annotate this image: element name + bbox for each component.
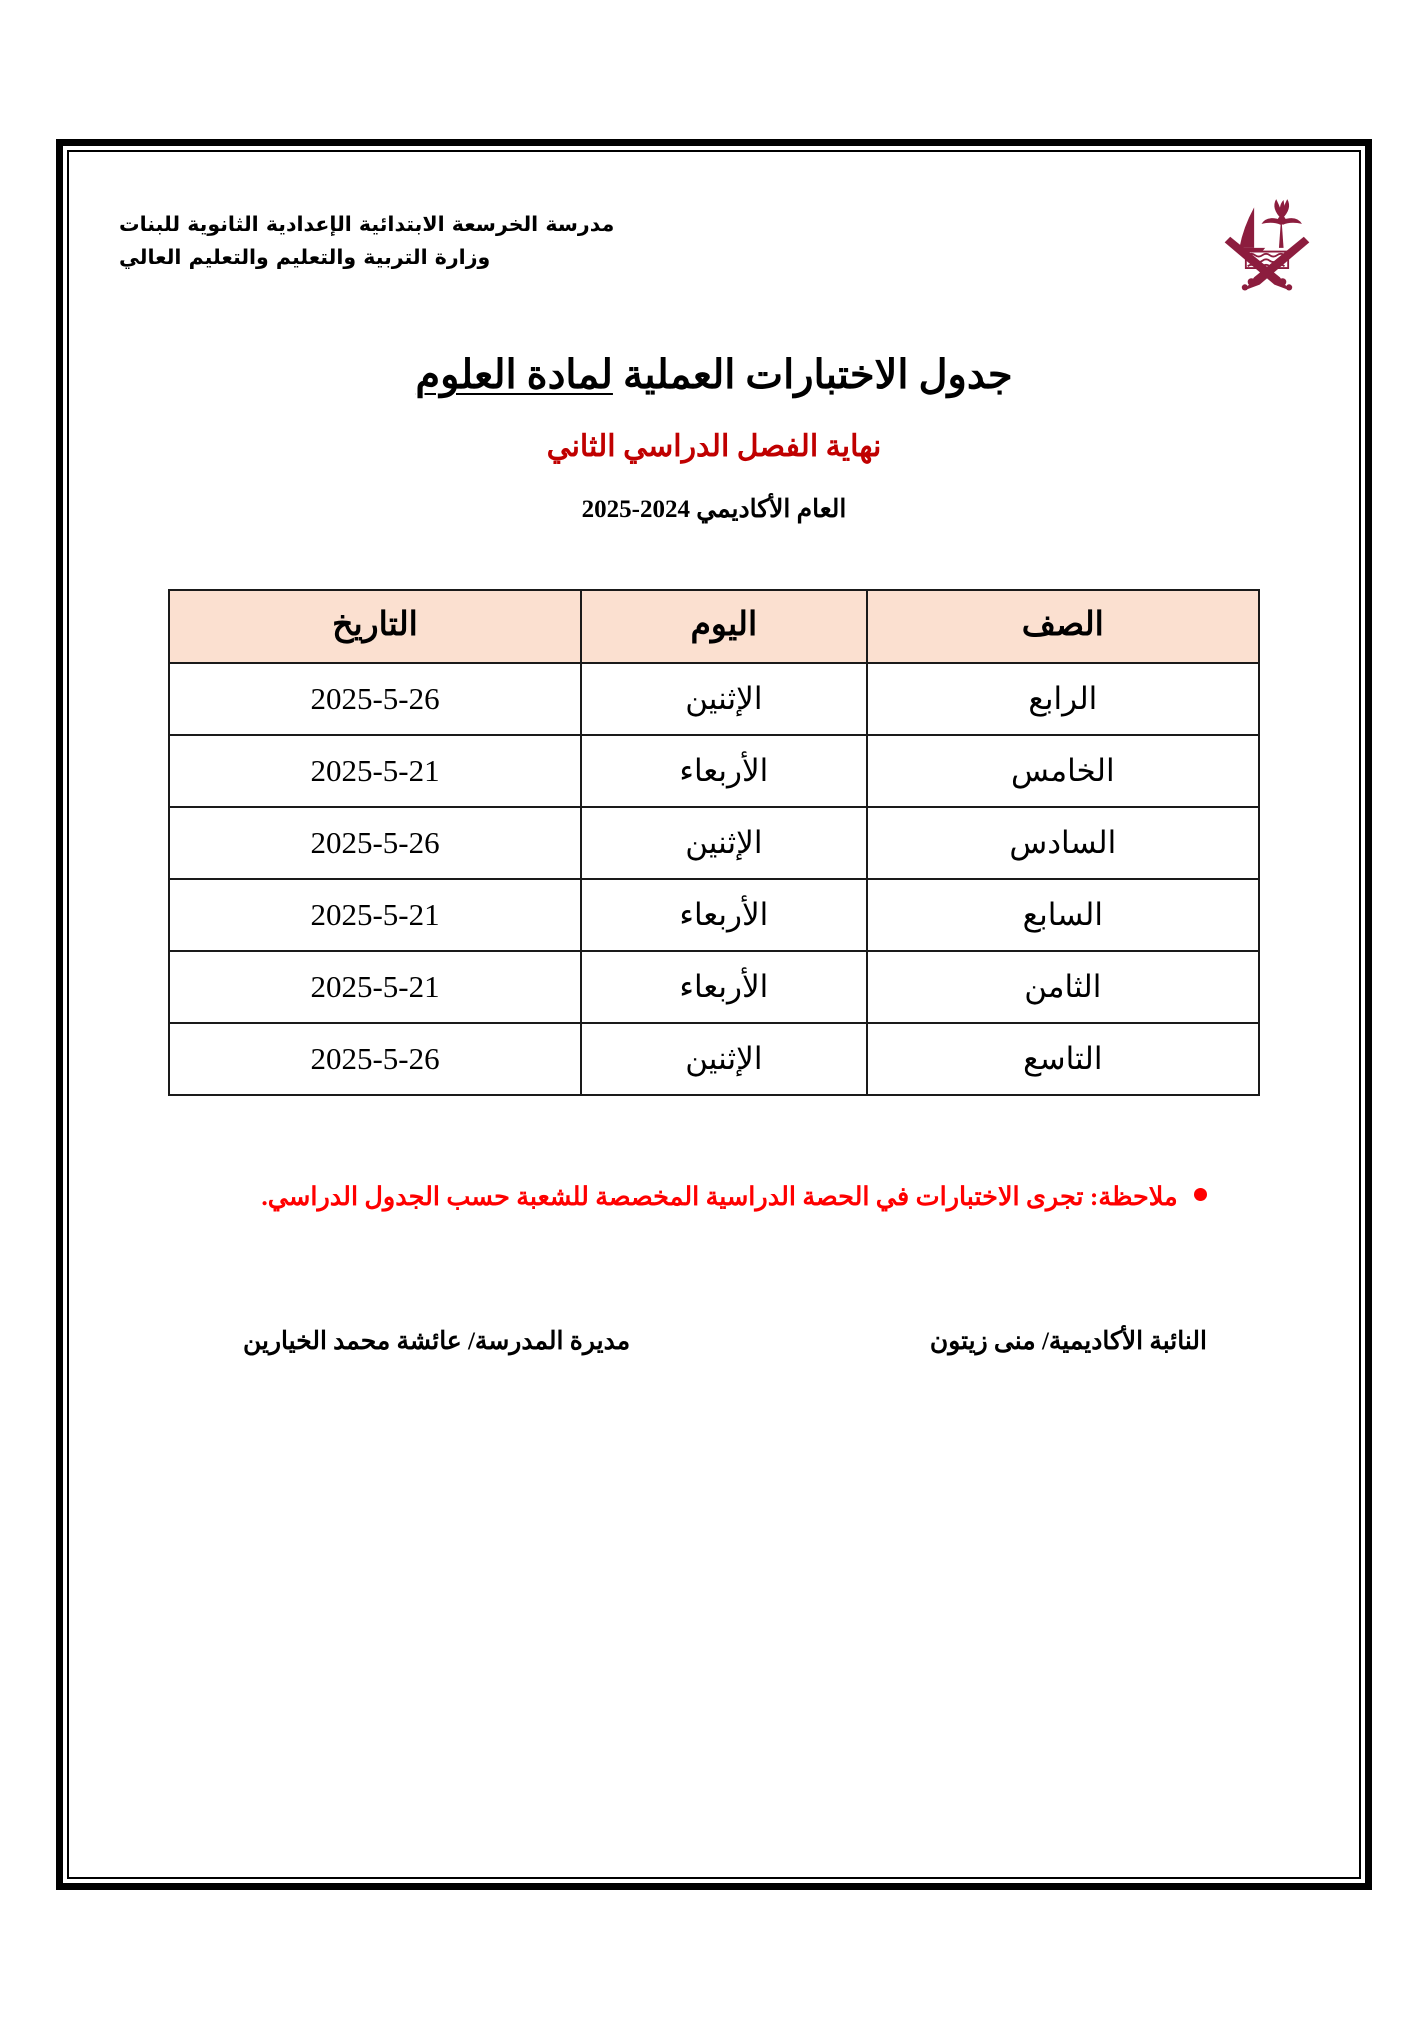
table-row bbox=[169, 951, 1259, 1023]
school-name: مدرسة الخرسعة الابتدائية الإعدادية الثانوية للبنات bbox=[119, 212, 615, 236]
table-row bbox=[169, 879, 1259, 951]
cell-date: 2025-5-21 bbox=[169, 735, 581, 807]
column-header-grade: الصف bbox=[867, 590, 1259, 663]
ministry-name: وزارة التربية والتعليم والتعليم العالي bbox=[119, 245, 491, 270]
cell-grade: الثامن bbox=[867, 951, 1259, 1023]
exam-schedule-table bbox=[168, 589, 1260, 1096]
cell-date: 2025-5-21 bbox=[169, 951, 581, 1023]
qatar-state-emblem-icon bbox=[1221, 194, 1313, 298]
cell-day: الأربعاء bbox=[581, 879, 867, 951]
cell-date: 2025-5-26 bbox=[169, 1023, 581, 1095]
cell-date: 2025-5-21 bbox=[169, 879, 581, 951]
cell-grade: الرابع bbox=[867, 663, 1259, 735]
cell-grade: الخامس bbox=[867, 735, 1259, 807]
table-row bbox=[169, 807, 1259, 879]
document-page-border bbox=[56, 139, 1372, 1890]
letterhead-text bbox=[115, 194, 1207, 274]
document-page-inner-border bbox=[67, 150, 1361, 1879]
cell-grade: التاسع bbox=[867, 1023, 1259, 1095]
column-header-day: اليوم bbox=[581, 590, 867, 663]
document-body bbox=[69, 152, 1359, 1877]
cell-day: الإثنين bbox=[581, 807, 867, 879]
page-subtitle: نهاية الفصل الدراسي الثاني bbox=[546, 430, 882, 463]
note-row bbox=[115, 1180, 1313, 1214]
cell-day: الأربعاء bbox=[581, 951, 867, 1023]
page-title-subject: لمادة العلوم bbox=[415, 352, 613, 397]
cell-day: الإثنين bbox=[581, 1023, 867, 1095]
cell-date: 2025-5-26 bbox=[169, 663, 581, 735]
exam-schedule-table-wrapper bbox=[115, 589, 1313, 1096]
column-header-date: التاريخ bbox=[169, 590, 581, 663]
cell-day: الإثنين bbox=[581, 663, 867, 735]
signature-academic-deputy: النائبة الأكاديمية/ منى زيتون bbox=[929, 1327, 1207, 1355]
cell-grade: السابع bbox=[867, 879, 1259, 951]
cell-date: 2025-5-26 bbox=[169, 807, 581, 879]
page-title bbox=[115, 350, 1313, 400]
signature-school-principal: مديرة المدرسة/ عائشة محمد الخيارين bbox=[243, 1327, 631, 1355]
table-row bbox=[169, 735, 1259, 807]
signature-row bbox=[115, 1326, 1313, 1359]
table-header-row bbox=[169, 590, 1259, 663]
page-title-prefix: جدول الاختبارات العملية bbox=[612, 352, 1013, 397]
academic-year: العام الأكاديمي 2024-2025 bbox=[581, 496, 847, 523]
table-row bbox=[169, 1023, 1259, 1095]
bullet-icon bbox=[1194, 1188, 1207, 1201]
table-row bbox=[169, 663, 1259, 735]
letterhead bbox=[115, 180, 1313, 298]
cell-day: الأربعاء bbox=[581, 735, 867, 807]
cell-grade: السادس bbox=[867, 807, 1259, 879]
note-text: ملاحظة: تجرى الاختبارات في الحصة الدراسية المخصصة للشعبة حسب الجدول الدراسي. bbox=[261, 1181, 1178, 1211]
